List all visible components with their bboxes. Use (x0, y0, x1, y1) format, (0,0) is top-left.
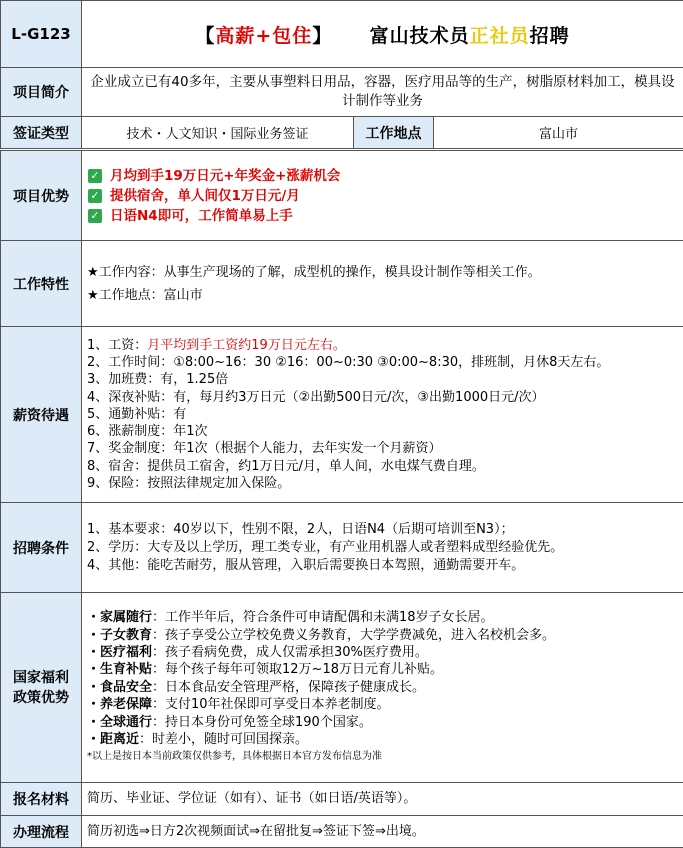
process-label: 办理流程 (1, 816, 82, 848)
process-text: 简历初选⇒日方2次视频面试⇒在留批复⇒签证下签⇒出境。 (82, 816, 683, 848)
title-main-c: 招聘 (529, 24, 570, 47)
salary-line: 7、奖金制度：年1次（根据个人能力，去年实发一个月薪资） (87, 441, 442, 457)
welfare-item: ・家属随行：工作半年后，符合条件可申请配偶和未满18岁子女长居。 (87, 610, 494, 626)
title-highlight: 高薪+包住 (215, 24, 313, 47)
requirement-line: 4、其他：能吃苦耐劳，服从管理，入职后需要换日本驾照，通勤需要开车。 (87, 557, 525, 573)
requirement-line: 1、基本要求：40岁以下，性别不限，2人，日语N4（后期可培训至N3）； (87, 521, 514, 537)
visa-value: 技术・人文知识・国际业务签证 (82, 117, 354, 149)
welfare-text (82, 593, 683, 783)
checkbox-icon: ✓ (88, 189, 102, 203)
header-table (0, 0, 683, 149)
salary-line: 6、涨薪制度：年1次 (87, 424, 208, 440)
salary-text (82, 327, 683, 503)
welfare-item: ・食品安全：日本食品安全管理严格，保障孩子健康成长。 (87, 679, 426, 695)
intro-label: 项目简介 (1, 68, 82, 117)
welfare-item: ・生育补贴：每个孩子每年可领取12万~18万日元育儿补贴。 (87, 662, 443, 678)
advantage-item: ✓ 月均到手19万日元+年奖金+涨薪机会 (88, 166, 683, 186)
title-bracket-close: 】 (312, 24, 333, 47)
location-value: 富山市 (434, 117, 683, 149)
title-main-b: 正社员 (469, 24, 530, 47)
welfare-item: ・医疗福利：孩子看病免费，成人仅需承担30%医疗费用。 (87, 644, 428, 660)
welfare-label: 国家福利 政策优势 (1, 593, 82, 783)
welfare-item: ・全球通行：持日本身份可免签全球190个国家。 (87, 714, 372, 730)
title-main-a: 富山技术员 (369, 24, 470, 47)
salary-line: 9、保险：按照法律规定加入保险。 (87, 475, 291, 491)
requirements-text (82, 503, 683, 593)
advantages-list (82, 151, 683, 241)
requirements-label: 招聘条件 (1, 503, 82, 593)
salary-line: 8、宿舍：提供员工宿舍，约1万日元/月，单人间，水电煤气费自理。 (87, 458, 485, 474)
visa-label: 签证类型 (1, 117, 82, 149)
advantage-item: ✓ 提供宿舍，单人间仅1万日元/月 (88, 186, 683, 206)
salary-line: 1、工资：月平均到手工资约19万日元左右。 (87, 338, 346, 354)
welfare-item: ・养老保障：支付10年社保即可享受日本养老制度。 (87, 697, 390, 713)
features-text (82, 241, 683, 327)
materials-text: 简历、毕业证、学位证（如有）、证书（如日语/英语等）。 (82, 783, 683, 816)
materials-label: 报名材料 (1, 783, 82, 816)
salary-line: 4、深夜补贴：有，每月约3万日元（②出勤500日元/次，③出勤1000日元/次） (87, 389, 545, 405)
feature-line: ★工作内容：从事生产现场的了解，成型机的操作，模具设计制作等相关工作。 (87, 264, 541, 280)
requirement-line: 2、学历：大专及以上学历，理工类专业，有产业用机器人或者塑料成型经验优先。 (87, 539, 564, 555)
welfare-note: *以上是按日本当前政策仅供参考，具体根据日本官方发布信息为准 (87, 751, 382, 763)
checkbox-icon: ✓ (88, 209, 102, 223)
features-label: 工作特性 (1, 241, 82, 327)
feature-line: ★工作地点：富山市 (87, 287, 203, 303)
job-code: L-G123 (1, 1, 82, 68)
welfare-item: ・距离近：时差小，随时可回国探亲。 (87, 732, 309, 748)
location-label: 工作地点 (354, 117, 434, 149)
advantage-item: ✓ 日语N4即可，工作简单易上手 (88, 206, 683, 226)
salary-line: 5、通勤补贴：有 (87, 406, 187, 422)
salary-line: 2、工作时间：①8:00~16：30 ②16：00~0:30 ③0:00~8:30，排班制，月休8天左右。 (87, 355, 610, 371)
job-title (82, 1, 683, 68)
intro-text: 企业成立已有40多年，主要从事塑料日用品，容器，医疗用品等的生产，树脂原材料加工，模具设计制作等业务 (82, 68, 683, 117)
checkbox-icon: ✓ (88, 169, 102, 183)
salary-line: 3、加班费：有，1.25倍 (87, 372, 229, 388)
welfare-item: ・子女教育：孩子享受公立学校免费义务教育，大学学费减免，进入名校机会多。 (87, 627, 556, 643)
advantages-label: 项目优势 (1, 151, 82, 241)
salary-label: 薪资待遇 (1, 327, 82, 503)
title-bracket-open: 【 (195, 24, 216, 47)
details-table (0, 150, 683, 848)
